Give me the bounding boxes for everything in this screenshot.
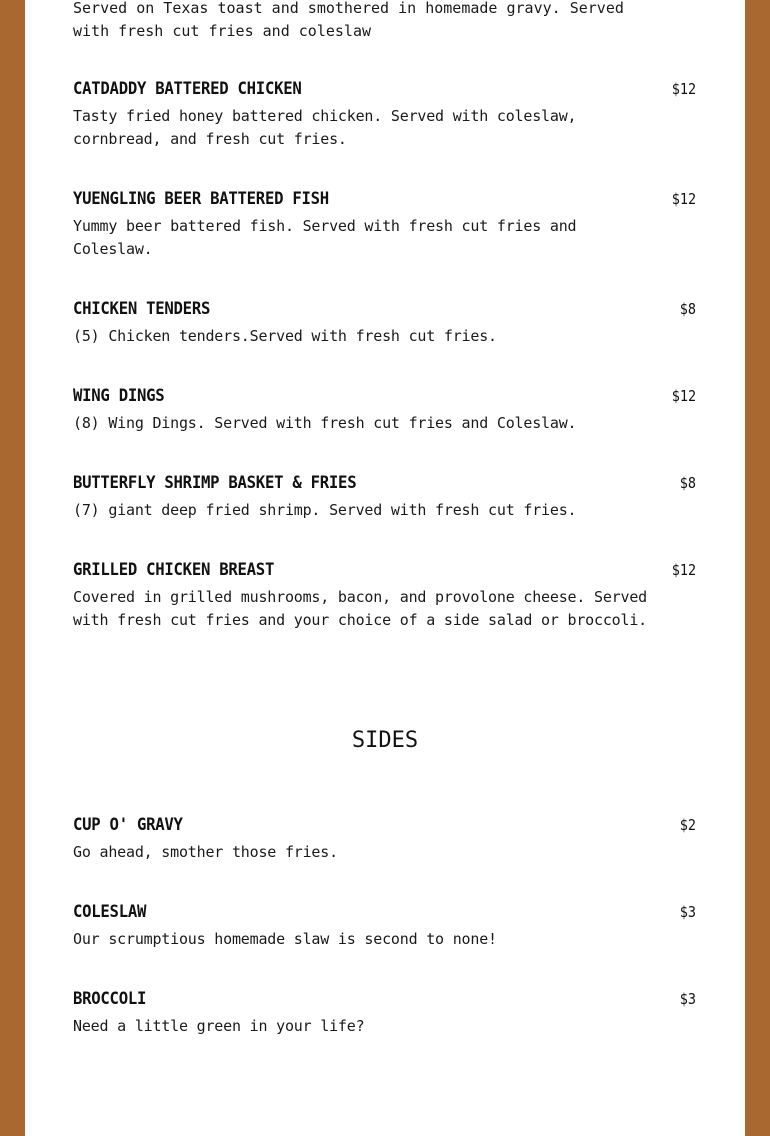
menu-item <box>73 77 696 151</box>
item-name: GRILLED CHICKEN BREAST <box>73 560 275 580</box>
item-description: Tasty fried honey battered chicken. Served with coleslaw, cornbread, and fresh cut fries. <box>73 107 577 148</box>
menu-item <box>73 558 696 632</box>
menu-item <box>73 187 696 261</box>
item-description-intro: Served on Texas toast and smothered in homemade gravy. Served with fresh cut fries and coleslaw <box>73 0 624 40</box>
section-title-sides: SIDES <box>351 728 419 753</box>
item-price: $12 <box>671 387 696 405</box>
menu-item <box>73 987 696 1038</box>
item-price: $8 <box>679 300 696 318</box>
item-price: $3 <box>679 903 696 921</box>
item-description: Need a little green in your life? <box>73 1017 365 1035</box>
menu-item <box>73 900 696 951</box>
item-price: $12 <box>671 561 696 579</box>
menu-item <box>73 297 696 348</box>
item-price: $2 <box>679 816 696 834</box>
item-description: (8) Wing Dings. Served with fresh cut fries and Coleslaw. <box>73 414 577 432</box>
item-description: Covered in grilled mushrooms, bacon, and provolone cheese. Served with fresh cut fries and your choice of a side salad or broccoli. <box>73 588 647 629</box>
item-description: Our scrumptious homemade slaw is second to none! <box>73 930 497 948</box>
item-description: (5) Chicken tenders.Served with fresh cut fries. <box>73 327 497 345</box>
item-name: BROCCOLI <box>73 989 147 1009</box>
item-name: BUTTERFLY SHRIMP BASKET & FRIES <box>73 473 357 493</box>
item-description: (7) giant deep fried shrimp. Served with fresh cut fries. <box>73 501 577 519</box>
item-name: CHICKEN TENDERS <box>73 299 211 319</box>
menu-page <box>25 0 745 1136</box>
menu-item <box>73 384 696 435</box>
item-price: $3 <box>679 990 696 1008</box>
item-price: $12 <box>671 80 696 98</box>
item-description: Yummy beer battered fish. Served with fresh cut fries and Coleslaw. <box>73 217 577 258</box>
item-name: WING DINGS <box>73 386 165 406</box>
item-name: CATDADDY BATTERED CHICKEN <box>73 79 302 99</box>
item-name: YUENGLING BEER BATTERED FISH <box>73 189 329 209</box>
menu-item <box>73 813 696 864</box>
item-price: $8 <box>679 474 696 492</box>
item-description: Go ahead, smother those fries. <box>73 843 338 861</box>
item-name: CUP O' GRAVY <box>73 815 183 835</box>
menu-item <box>73 471 696 522</box>
item-price: $12 <box>671 190 696 208</box>
item-name: COLESLAW <box>73 902 147 922</box>
